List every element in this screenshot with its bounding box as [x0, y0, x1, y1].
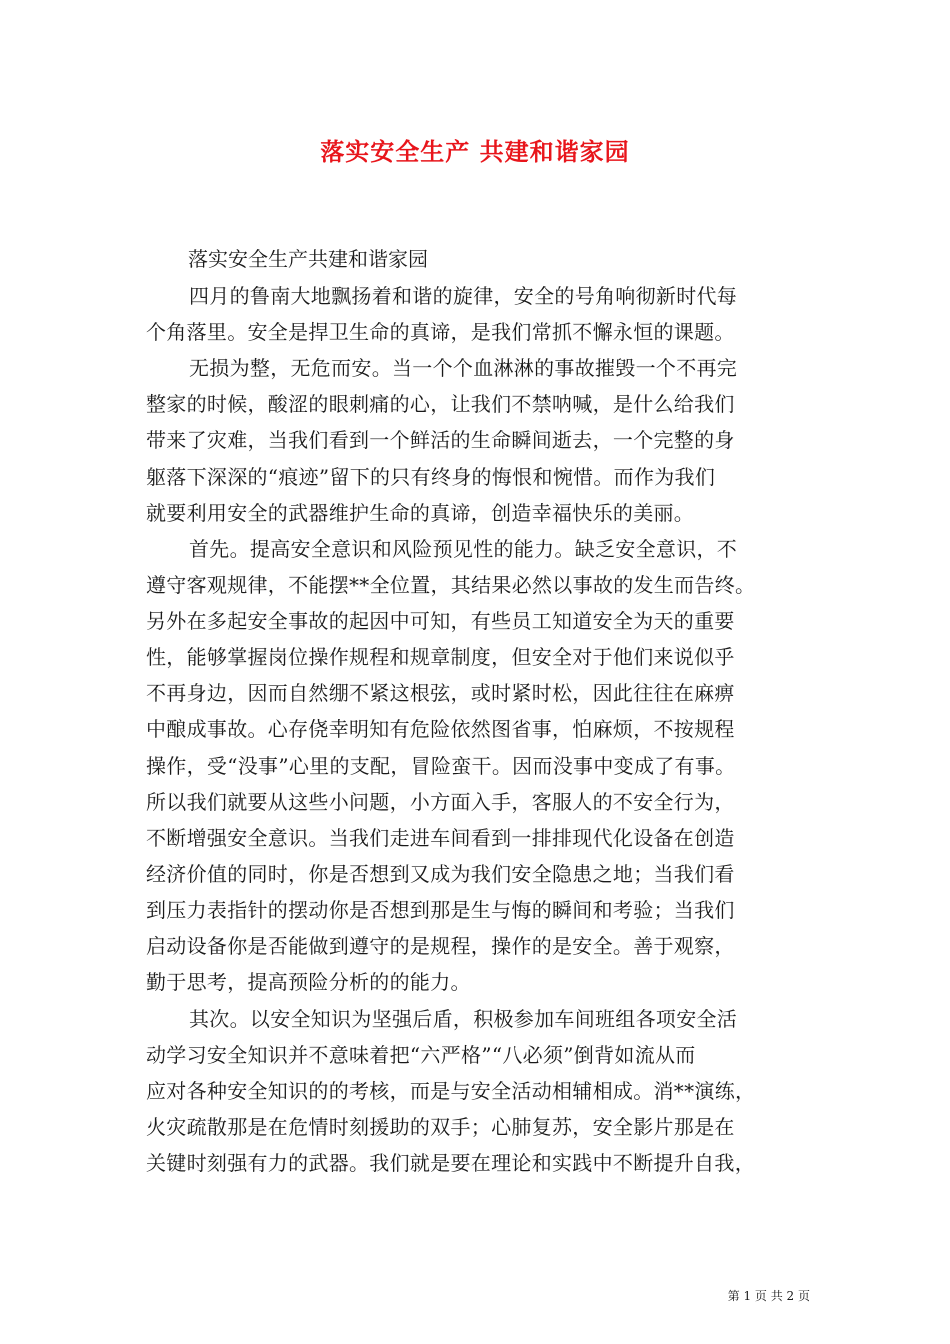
paragraph-line: 个角落里。安全是捍卫生命的真谛，是我们常抓不懈永恒的课题。	[146, 320, 735, 344]
paragraph-line: 性，能够掌握岗位操作规程和规章制度，但安全对于他们来说似乎	[146, 645, 735, 669]
paragraph-line: 另外在多起安全事故的起因中可知，有些员工知道安全为天的重要	[146, 609, 735, 633]
paragraph-line: 操作，受“没事”心里的支配，冒险蛮干。因而没事中变成了有事。	[146, 754, 736, 778]
paragraph-line: 所以我们就要从这些小问题，小方面入手，客服人的不安全行为，	[146, 790, 735, 814]
paragraph-line: 启动设备你是否能做到遵守的是规程，操作的是安全。善于观察，	[146, 934, 735, 958]
paragraph-line: 火灾疏散那是在危情时刻援助的双手；心肺复苏，安全影片那是在	[146, 1115, 735, 1139]
paragraph-line: 躯落下深深的“痕迹”留下的只有终身的悔恨和惋惜。而作为我们	[146, 465, 716, 489]
paragraph-line: 首先。提高安全意识和风险预见性的能力。缺乏安全意识，不	[189, 537, 738, 561]
paragraph-line: 动学习安全知识并不意味着把“六严格”“八必须”倒背如流从而	[146, 1043, 696, 1067]
paragraph-line: 就要利用安全的武器维护生命的真谛，创造幸福快乐的美丽。	[146, 501, 695, 525]
paragraph-line: 经济价值的同时，你是否想到又成为我们安全隐患之地；当我们看	[146, 862, 735, 886]
paragraph-line: 关键时刻强有力的武器。我们就是要在理论和实践中不断提升自我，	[146, 1151, 755, 1175]
paragraph-line: 不断增强安全意识。当我们走进车间看到一排排现代化设备在创造	[146, 826, 735, 850]
paragraph-line: 中酿成事故。心存侥幸明知有危险依然图省事，怕麻烦，不按规程	[146, 717, 735, 741]
paragraph-line: 勤于思考，提高预险分析的的能力。	[146, 970, 471, 994]
page-number-footer: 第 1 页 共 2 页	[727, 1289, 810, 1303]
page-title: 落实安全生产 共建和谐家园	[320, 138, 630, 166]
paragraph-line: 到压力表指针的摆动你是否想到那是生与悔的瞬间和考验；当我们	[146, 898, 735, 922]
paragraph-line: 四月的鲁南大地飘扬着和谐的旋律，安全的号角响彻新时代每	[189, 284, 738, 308]
paragraph-line: 应对各种安全知识的的考核，而是与安全活动相辅相成。消**演练，	[146, 1079, 756, 1103]
paragraph-line: 带来了灾难，当我们看到一个鲜活的生命瞬间逝去，一个完整的身	[146, 428, 735, 452]
paragraph-line: 无损为整，无危而安。当一个个血淋淋的事故摧毁一个不再完	[189, 356, 738, 380]
document-subtitle: 落实安全生产共建和谐家园	[188, 247, 428, 271]
paragraph-line: 不再身边，因而自然绷不紧这根弦，或时紧时松，因此往往在麻痹	[146, 681, 735, 705]
paragraph-line: 整家的时候，酸涩的眼刺痛的心，让我们不禁呐喊，是什么给我们	[146, 392, 735, 416]
paragraph-line: 遵守客观规律，不能摆**全位置，其结果必然以事故的发生而告终。	[146, 573, 756, 597]
paragraph-line: 其次。以安全知识为坚强后盾，积极参加车间班组各项安全活	[189, 1007, 738, 1031]
